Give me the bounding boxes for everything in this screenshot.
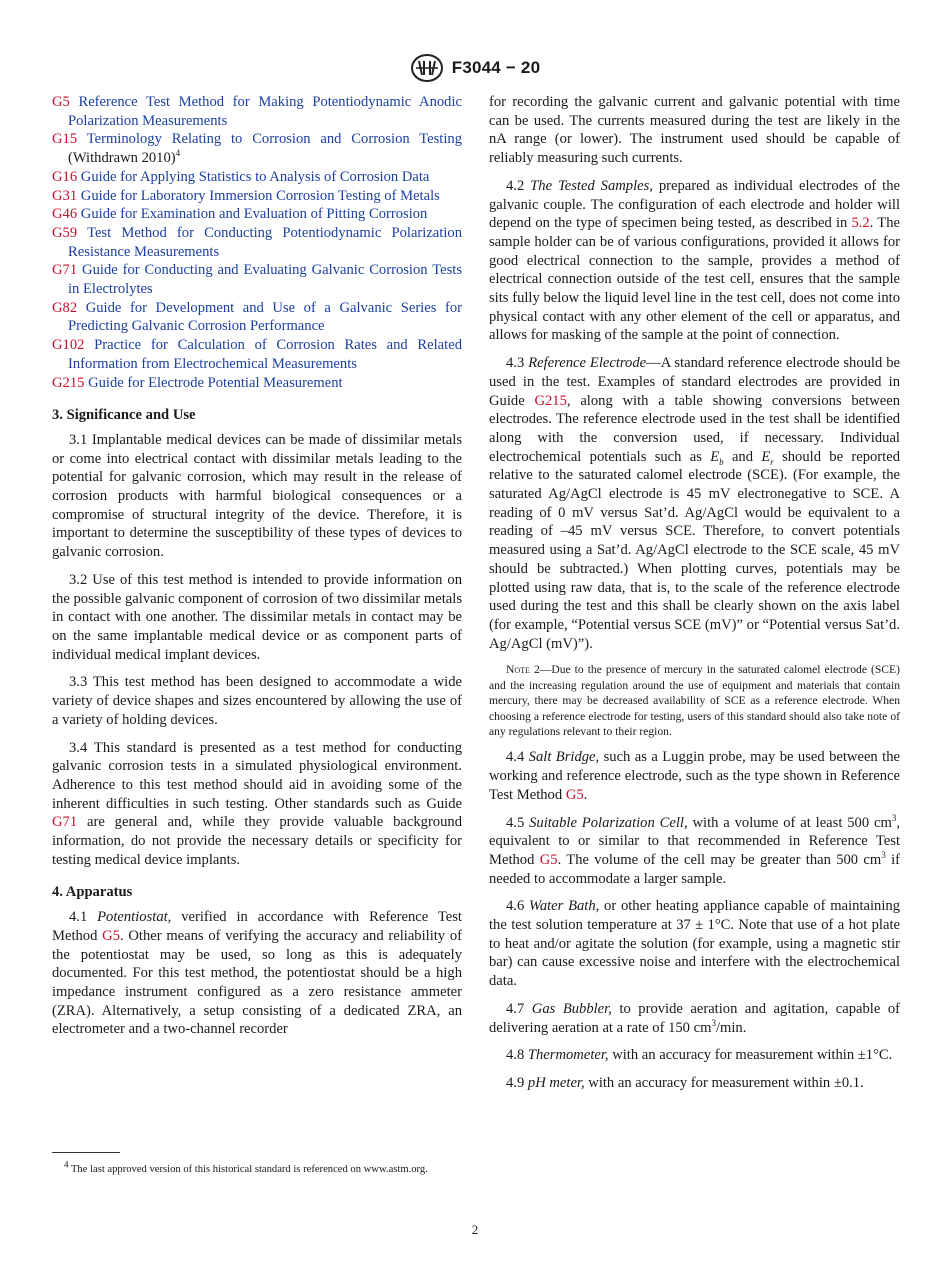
text: 3.4 This standard is presented as a test method for conducting galvanic corrosion tests in a simulated physiological environment. Adherence to this test method should aid in avoiding some of the inherent difficulties in such testing. Other standards such as Guide [52,739,462,812]
superscript: 3 [891,812,897,823]
term: Thermometer, [527,1047,609,1064]
term: Salt Bridge, [528,749,600,766]
text: 4.3 [506,355,529,372]
note-label: Note [506,663,530,677]
reference-title[interactable]: Guide for Applying Statistics to Analysis of Corrosion Data [80,168,430,185]
reference-code[interactable]: G16 [52,168,78,185]
reference-code[interactable]: G5 [52,94,70,110]
reference-item [52,374,462,393]
text: or other heating appliance capable of maintaining the test solution temperature at 37 ± 1°C. Note that use of a hot plate to heat and/or agitate the solution (for example, using a magnetic stir bar) can cause excessive noise and interfere with the electrochemical data. [489,898,900,990]
text: 4.1 [69,909,98,926]
section-5-2-link[interactable]: 5.2 [851,215,870,232]
reference-code[interactable]: G15 [52,131,78,148]
text: are general and, while they provide valuable background information, do not provide the necessary details or specificity for testing medical device implants. [52,814,462,868]
symbol-subscript: b [719,456,724,467]
text: 4.4 [506,749,529,766]
text: , along with a table showing conversions between electrodes. The reference electrode used in the test shall be identified along with the conversion used, if necessary. Individual electrochemical potentials such as [489,392,900,465]
section-heading: 3. Significance and Use [52,407,196,424]
g5-link[interactable]: G5 [565,786,584,803]
paragraph-4-8 [489,1046,900,1065]
superscript: 3 [881,850,886,861]
text: 4.6 [506,898,529,915]
term: pH meter, [527,1074,585,1091]
reference-code[interactable]: G102 [52,337,85,354]
reference-list [52,93,462,392]
reference-code[interactable]: G215 [52,374,85,391]
right-column [489,93,900,1102]
text: 4.9 [506,1074,528,1091]
text: prepared as individual electrodes of the galvanic couple. The configuration of each electrode and holder will depend on the type of specimen being tested, as described in [489,177,900,232]
paragraph-4-1 [52,908,462,1039]
note-2 [489,662,900,739]
superscript: 3 [711,1017,716,1028]
text: . Other means of verifying the accuracy and reliability of the potentiostat may be used, so long as this is adequately documented. For this test method, the potentiostat should be a high impedance instrument configured as a zero resistance ammeter (ZRA). Alternatively, a setup consisting of a dedicated ZRA, an electrometer and a two-channel recorder [52,927,462,1038]
text: —A standard reference electrode should be used in the test. Examples of standard electrodes are provided in Guide [489,355,900,409]
g5-link[interactable]: G5 [102,927,120,944]
term: Suitable Polarization Cell, [529,814,688,831]
reference-item [52,93,462,130]
text: 4.2 [506,177,531,194]
page-header [0,53,950,83]
paragraph-3-3: 3.3 This test method has been designed to accommodate a wide variety of device shapes and sizes encountered by allowing the use of a variety of holding devices. [52,674,462,728]
text: . [583,786,588,803]
paragraph-4-5 [489,814,900,889]
symbol-er: E [761,448,771,465]
paragraph-4-7 [489,1000,900,1037]
text: should be reported relative to the saturated calomel electrode (SCE). (For example, the saturated Ag/AgCl electrode is 45 mV electronegative to SCE. A reading of 0 mV versus Sat’d. Ag/AgCl would be equivalent to a reading of –45 mV versus SCE. Therefore, to convert potentials measured using a Sat’d. Ag/AgCl electrode to the SCE scale, 45 mV should be subtracted.) When plotting curves, potentials may be plotted using raw data, that is, to the scale of the reference electrode used during the test and this shall be clearly shown on the axis label (for example, “Potential versus SCE (mV)” or “Potential versus Sat’d. Ag/AgCl (mV)”). [489,448,901,652]
term: Gas Bubbler, [531,1000,612,1017]
reference-title[interactable]: Practice for Calculation of Corrosion Rates and Related Information from Electrochemical Measurements [68,337,462,372]
text: . The sample holder can be of various configurations, provided it allows for good electrical connection to the sample, provides a method of electrical connection outside of the test cell, ensures that the sample sits fully below the liquid level line in the test cell, does not come into physical contact with any other element of the cell or apparatus, and allows for masking of the sample at the point of connection. [489,215,900,344]
text: if needed to accommodate a larger sample. [489,851,900,887]
footnote-divider [52,1152,120,1153]
paragraph-4-1-continued: for recording the galvanic current and galvanic potential with time can be used. The currents measured during the test are likely in the nA range (or lower). The instrument used should be capable of reliably measuring such currents. [489,94,900,167]
text: and [723,448,762,465]
paragraph-4-9 [489,1074,900,1093]
reference-title[interactable]: Terminology Relating to Corrosion and Corrosion Testing [86,131,462,148]
reference-code[interactable]: G71 [52,262,78,279]
reference-item [52,168,462,187]
reference-item [52,299,462,336]
reference-title[interactable]: Guide for Development and Use of a Galvanic Series for Predicting Galvanic Corrosion Performance [68,299,462,335]
paragraph-3-4 [52,739,462,870]
text: with a volume of at least 500 cm [687,814,892,831]
footnote-mark: 4 [64,1159,69,1170]
reference-item [52,205,462,224]
paragraph-4-3 [489,354,900,653]
note-text: 2—Due to the presence of mercury in the saturated calomel electrode (SCE) and the increasing regulation around the use of equipment and materials that contain mercury, there may be decreased availability of SCE as a reference electrode. When choosing a reference electrode for testing, users of this standard should also take note of any regulations relevant to their region. [489,663,900,739]
paragraph-3-1: 3.1 Implantable medical devices can be made of dissimilar metals or come into electrical contact with dissimilar metals leading to the potential for galvanic corrosion, which may result in the release of corrosion products with harmful biological consequences or a compromise of structural integrity of the device. Therefore, it is important to determine the susceptibility of these types of devices to galvanic corrosion. [52,431,462,561]
reference-title[interactable]: Reference Test Method for Making Potentiodynamic Anodic Polarization Measurements [68,94,462,129]
term: Water Bath, [529,898,600,915]
standard-designation: F3044 − 20 [451,58,541,77]
reference-item [52,224,462,261]
paragraph-3-2: 3.2 Use of this test method is intended to provide information on the possible galvanic component of corrosion of two dissimilar metals in contact with one another. The dissimilar metals in contact may be on the same implantable medical device or as component parts of individual medical implant devices. [52,571,462,663]
text: 4.5 [506,814,530,831]
section-heading: 4. Apparatus [52,884,133,901]
reference-code[interactable]: G46 [52,206,78,223]
g71-link[interactable]: G71 [52,814,78,831]
g215-link[interactable]: G215 [534,392,567,409]
reference-title[interactable]: Guide for Electrode Potential Measurement [88,374,343,391]
text: /min. [715,1019,747,1036]
paragraph-4-2 [489,177,900,345]
text: with an accuracy for measurement within ±1°C. [608,1047,893,1064]
astm-logo-icon [410,53,444,83]
reference-item [52,187,462,206]
reference-item [52,336,462,373]
reference-item [52,130,462,167]
text: , equivalent to or similar to that recommended in Reference Test Method [489,814,900,868]
symbol-eb: E [710,448,720,465]
term: Reference Electrode [528,355,647,372]
reference-extra: (Withdrawn 2010) [68,150,176,167]
reference-code[interactable]: G31 [52,187,78,204]
reference-code[interactable]: G59 [52,224,78,241]
term: Potentiostat, [97,909,172,926]
paragraph-4-4 [489,748,900,804]
text: to provide aeration and agitation, capable of delivering aeration at a rate of 150 cm [489,1000,900,1036]
reference-title[interactable]: Test Method for Conducting Potentiodynamic Polarization Resistance Measurements [68,224,462,260]
page-number: 2 [471,1222,479,1237]
symbol-subscript: r [770,456,774,467]
footnote [52,1159,462,1177]
paragraph-4-6 [489,897,900,991]
text: . The volume of the cell may be greater than 500 cm [557,851,882,868]
reference-item [52,261,462,298]
reference-title[interactable]: Guide for Laboratory Immersion Corrosion Testing of Metals [80,187,440,204]
text: such as a Luggin probe, may be used between the working and reference electrode, such as the type shown in Reference Test Method [489,749,900,803]
text: 4.7 [506,1000,532,1017]
text: 4.8 [506,1047,528,1064]
reference-title[interactable]: Guide for Examination and Evaluation of Pitting Corrosion [80,206,428,223]
left-column [52,93,462,1048]
footnote-mark: 4 [175,148,181,159]
reference-title[interactable]: Guide for Conducting and Evaluating Galvanic Corrosion Tests in Electrolytes [68,262,462,298]
reference-code[interactable]: G82 [52,299,78,316]
footnote-text: The last approved version of this historical standard is referenced on www.astm.org. [68,1164,428,1175]
term: The Tested Samples, [530,177,653,194]
text: with an accuracy for measurement within ±0.1. [584,1074,864,1091]
g5-link[interactable]: G5 [539,851,558,868]
text: verified in accordance with Reference Test Method [52,909,462,944]
